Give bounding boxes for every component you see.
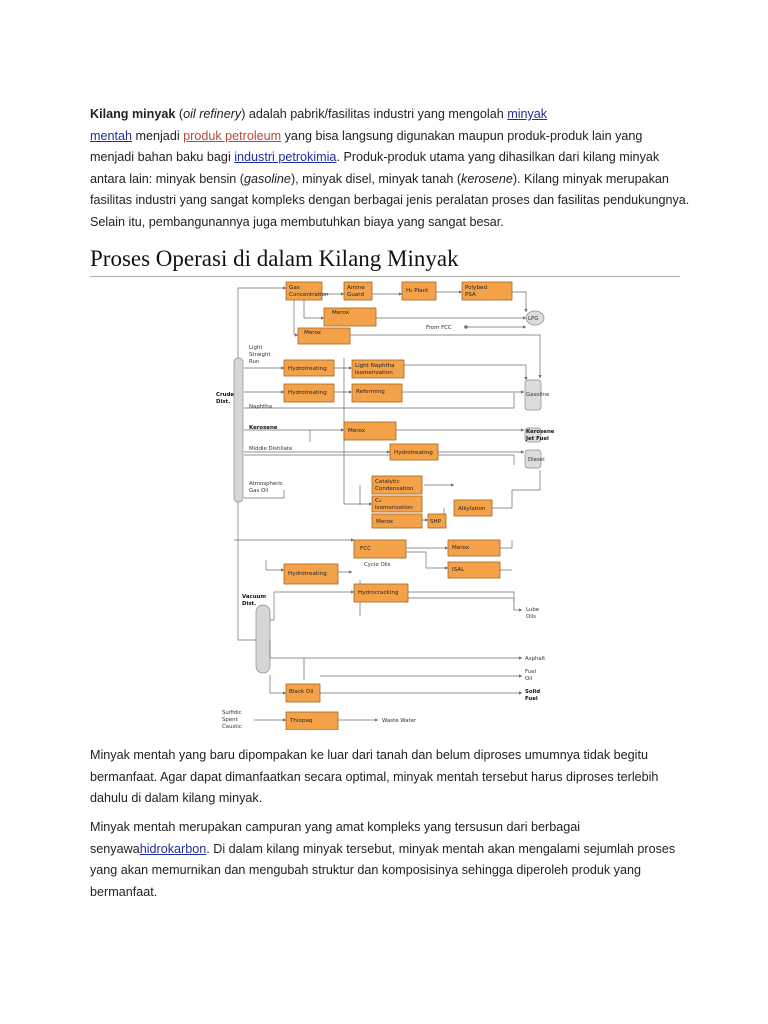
unit-label: Merox xyxy=(376,519,394,525)
intro-text: adalah pabrik/fasilitas industri yang mengolah xyxy=(245,107,508,121)
label-sulfidic-spent-caustic: Spent xyxy=(222,717,238,723)
link-produk-petroleum[interactable]: produk petroleum xyxy=(183,128,282,143)
unit-label: Merox xyxy=(304,330,322,336)
link-minyak-mentah-part1[interactable]: minyak xyxy=(507,107,548,121)
unit-light-naphtha-isomerization xyxy=(352,360,404,378)
unit-hydrotreating-4 xyxy=(284,564,338,584)
term-kerosene: kerosene xyxy=(461,171,513,186)
unit-label: H₂ Plant xyxy=(406,288,429,294)
unit-label: Hydrotreating xyxy=(288,390,327,396)
unit-merox-5 xyxy=(448,540,500,556)
unit-hydrotreating-1 xyxy=(284,360,334,376)
unit-label: Thiopaq xyxy=(290,718,313,724)
unit-label: Hydrocracking xyxy=(358,590,399,596)
unit-label: Black Oil xyxy=(289,689,314,695)
label-solid-fuel: Fuel xyxy=(525,696,538,702)
unit-merox-3 xyxy=(344,422,396,440)
unit-hydrotreating-2 xyxy=(284,384,334,402)
intro-text: ), minyak disel, minyak tanah ( xyxy=(290,171,462,186)
unit-merox-top xyxy=(324,308,376,326)
unit-amine-guard xyxy=(344,282,372,300)
label-lube-oils: Lube xyxy=(526,607,540,613)
paragraph-3-text: . Di dalam kilang minyak tersebut, minyak mentah akan mengalami sejumlah proses yang akan memurnikan dan mengubah struktur dan komposisinya sehingga diperoleh produk yang bermanfaat. xyxy=(90,841,676,899)
unit-shp xyxy=(428,514,446,528)
label-cycle-oils: Cycle Oils xyxy=(364,562,391,568)
unit-alkylation xyxy=(454,500,492,516)
label-lube-oils: Oils xyxy=(526,614,537,620)
unit-label: Light Naphtha xyxy=(355,363,395,369)
unit-merox-2 xyxy=(298,328,350,344)
unit-thiopaq xyxy=(286,712,338,730)
unit-label: Merox xyxy=(332,310,350,316)
intro-text: ). Kilang minyak merupakan fasilitas industri yang sangat kompleks dengan berbagai jenis peralatan proses dan fasilitas pendukungnya. Selain itu, pembangunannya juga membutuhkan biaya yang sangat besar. xyxy=(90,171,690,229)
section-heading: Proses Operasi di dalam Kilang Minyak xyxy=(90,244,680,277)
label-atmospheric-gas-oil: Atmospheric xyxy=(249,481,283,487)
label-kerosene-jet-fuel: Kerosene xyxy=(526,429,554,435)
crude-distillation-column xyxy=(234,358,243,502)
label-vacuum-dist: Vacuum xyxy=(242,594,267,600)
label-crude-dist: Dist. xyxy=(216,399,231,405)
unit-isal xyxy=(448,562,500,578)
label-asphalt: Asphalt xyxy=(525,656,546,662)
unit-label: Polybed xyxy=(465,285,488,291)
label-sulfidic-spent-caustic: Caustic xyxy=(222,724,242,730)
label-kerosene-jet-fuel: Jet Fuel xyxy=(526,436,549,442)
unit-c4-isomerization xyxy=(372,496,422,512)
label-atmospheric-gas-oil: Gas Oil xyxy=(249,488,269,494)
label-gasoline: Gasoline xyxy=(526,392,550,398)
unit-label: Reforming xyxy=(356,389,385,395)
unit-merox-4 xyxy=(372,514,422,528)
paragraph-2: Minyak mentah yang baru dipompakan ke luar dari tanah dan belum diproses umumnya tidak begitu bermanfaat. Agar dapat dimanfaatkan secara optimal, minyak mentah tersebut harus diproses terlebih dahulu di dalam kilang minyak. xyxy=(90,748,659,806)
unit-label: Hydrotreating xyxy=(288,571,327,577)
unit-label: SHP xyxy=(430,519,442,525)
link-minyak-mentah-part2[interactable]: mentah xyxy=(90,128,133,143)
term-gasoline: gasoline xyxy=(244,171,291,186)
unit-label: Hydrotreating xyxy=(394,450,433,456)
unit-reforming xyxy=(352,384,402,402)
intro-text: . Produk-produk utama yang dihasilkan dari kilang minyak antara lain: minyak bensin ( xyxy=(90,150,660,186)
intro-text: ( xyxy=(175,107,184,121)
intro-text: yang bisa langsung digunakan maupun produk-produk lain yang menjadi bahan baku bagi xyxy=(90,128,643,165)
unit-label: Amine xyxy=(347,285,365,291)
unit-polybed-psa xyxy=(462,282,512,300)
label-middle-distillate: Middle Distillate xyxy=(249,446,293,452)
unit-label: Merox xyxy=(452,545,470,551)
label-solid-fuel: Solid xyxy=(525,689,541,695)
unit-label: Catalytic xyxy=(375,479,400,485)
unit-label: PSA xyxy=(465,292,476,298)
label-fuel-oil: Fuel xyxy=(525,669,537,675)
vacuum-distillation-vessel xyxy=(256,605,270,673)
term-kilang-minyak: Kilang minyak xyxy=(90,107,176,121)
unit-h2-plant xyxy=(402,282,436,300)
label-naphtha: Naphtha xyxy=(249,404,273,410)
unit-label: Guard xyxy=(347,292,365,298)
unit-catalytic-condensation xyxy=(372,476,422,494)
unit-label: ISAL xyxy=(452,567,465,573)
unit-label: Hydrotreating xyxy=(288,366,327,372)
paragraph-3-text: Minyak mentah merupakan campuran yang amat kompleks yang tersusun dari berbagai senyawa xyxy=(90,820,581,856)
label-vacuum-dist: Dist. xyxy=(242,601,257,607)
unit-black-oil xyxy=(286,684,320,702)
label-kerosene: Kerosene xyxy=(249,425,278,431)
label-light-straight-run: Run xyxy=(249,359,260,365)
unit-label: Concentration xyxy=(289,292,329,298)
refinery-flow-diagram xyxy=(214,280,554,730)
unit-hydrotreating-3 xyxy=(390,444,438,460)
label-light-straight-run: Straight xyxy=(249,352,271,358)
label-sulfidic-spent-caustic: Sulfidic xyxy=(222,710,242,716)
link-industri-petrokimia[interactable]: industri petrokimia xyxy=(234,150,337,165)
term-oil-refinery: oil refinery xyxy=(183,107,242,121)
intro-text: menjadi xyxy=(132,128,184,143)
link-hidrokarbon[interactable]: hidrokarbon xyxy=(139,841,207,856)
intro-text: ) xyxy=(241,107,246,121)
label-from-fcc: From FCC xyxy=(426,325,452,331)
label-fuel-oil: Oil xyxy=(525,676,533,682)
unit-label: C₄ xyxy=(375,498,382,504)
unit-fcc xyxy=(354,540,406,558)
unit-label: Isomerization xyxy=(375,505,413,511)
label-light-straight-run: Light xyxy=(249,345,263,351)
label-lpg: LPG xyxy=(528,316,539,322)
unit-label: Isomerization xyxy=(355,370,393,376)
unit-hydrocracking xyxy=(354,584,408,602)
unit-label: FCC xyxy=(360,546,372,552)
refinery-flow-svg xyxy=(214,280,554,730)
unit-label: Alkylation xyxy=(458,506,486,512)
paragraph-3 xyxy=(90,817,690,903)
unit-label: Gas xyxy=(289,285,300,291)
label-diesel: Diesel xyxy=(528,457,545,463)
label-waste-water: Waste Water xyxy=(382,718,417,724)
label-crude-dist: Crude xyxy=(216,392,234,398)
intro-paragraph xyxy=(90,104,690,234)
unit-label: Merox xyxy=(348,428,366,434)
unit-label: Condensation xyxy=(375,486,414,492)
unit-gas-concentration xyxy=(286,282,329,300)
